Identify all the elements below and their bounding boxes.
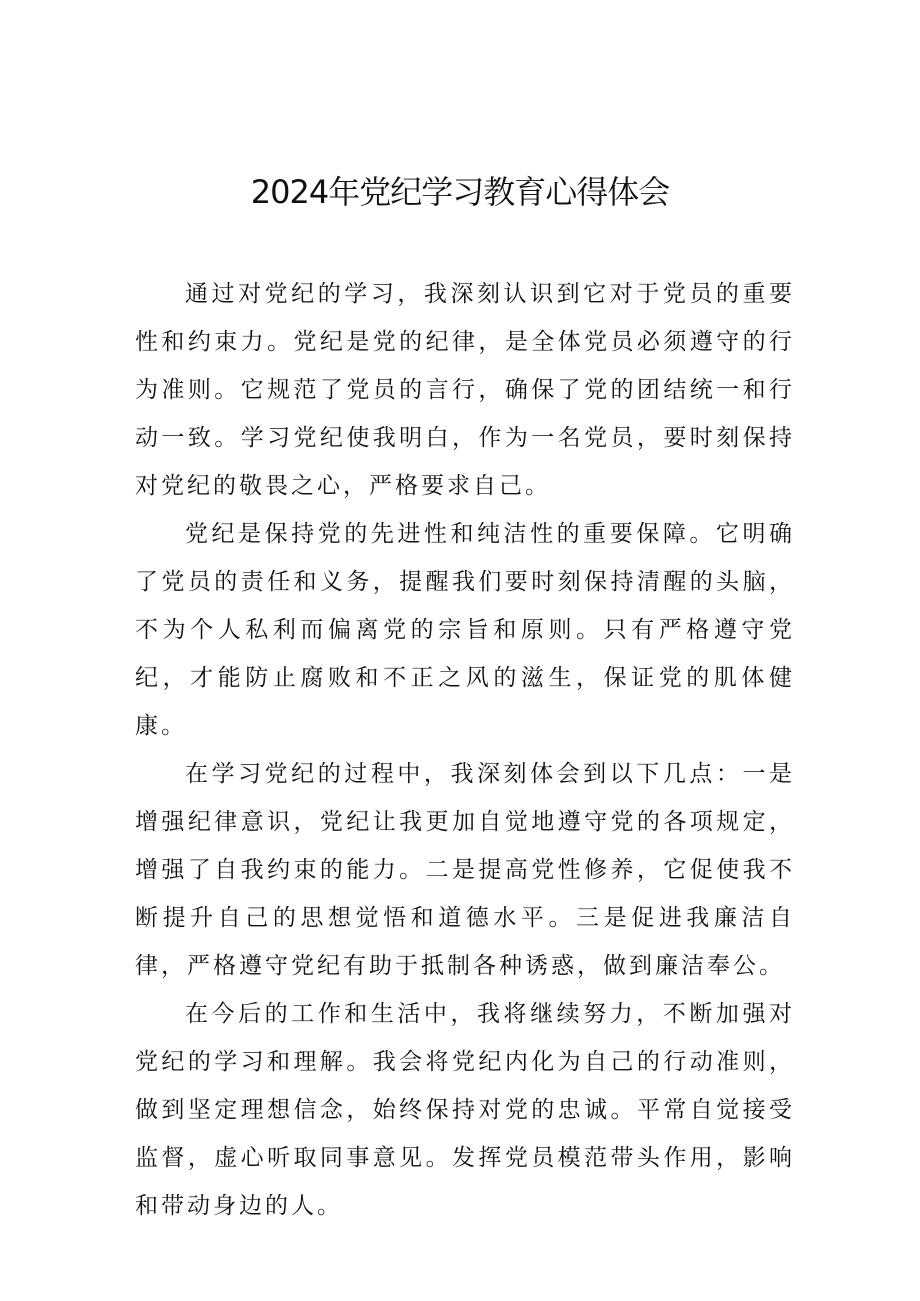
paragraph-4: 在今后的工作和生活中，我将继续努力，不断加强对党纪的学习和理解。我会将党纪内化为自己的行动准则，做到坚定理想信念，始终保持对党的忠诚。平常自觉接受监督，虚心听取同事意见。发挥党员模范带头作用，影响和带动身边的人。 [135,1001,795,1219]
paragraph-1: 通过对党纪的学习，我深刻认识到它对于党员的重要性和约束力。党纪是党的纪律，是全体党员必须遵守的行为准则。它规范了党员的言行，确保了党的团结统一和行动一致。学习党纪使我明白，作为一名党员，要时刻保持对党纪的敬畏之心，严格要求自己。 [135,281,795,499]
paragraph-3: 在学习党纪的过程中，我深刻体会到以下几点：一是增强纪律意识，党纪让我更加自觉地遵守党的各项规定，增强了自我约束的能力。二是提高党性修养，它促使我不断提升自己的思想觉悟和道德水平。三是促进我廉洁自律，严格遵守党纪有助于抵制各种诱惑，做到廉洁奉公。 [135,761,795,979]
paragraph-2: 党纪是保持党的先进性和纯洁性的重要保障。它明确了党员的责任和义务，提醒我们要时刻保持清醒的头脑，不为个人私利而偏离党的宗旨和原则。只有严格遵守党纪，才能防止腐败和不正之风的滋生，保证党的肌体健康。 [135,521,795,739]
document-title: 2024年党纪学习教育心得体会 [250,173,670,211]
document-body [135,270,795,1230]
